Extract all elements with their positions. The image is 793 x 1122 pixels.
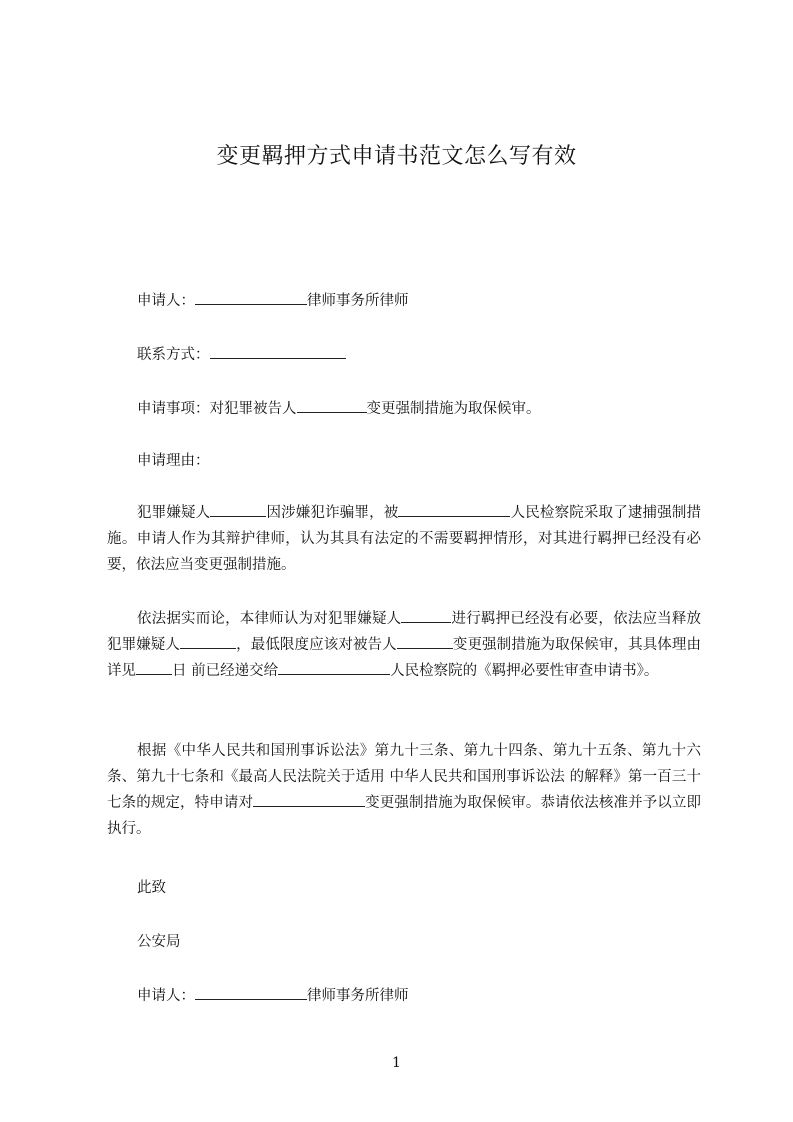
- para2-blank-5: [278, 660, 390, 675]
- para2-text-3: ，最低限度应该对被告人: [236, 637, 397, 653]
- signature-suffix: 律师事务所律师: [307, 988, 409, 1004]
- signature-line: [137, 985, 409, 1006]
- reason-paragraph-1: [107, 500, 701, 578]
- para2-text-2: 进行羁押已经没有必要，依法应当释放犯罪嫌疑人: [107, 611, 701, 653]
- para1-blank-2: [398, 502, 510, 517]
- applicant-suffix: 律师事务所律师: [307, 293, 409, 309]
- para2-blank-2: [180, 634, 236, 649]
- request-suffix: 变更强制措施为取保候审。: [366, 401, 541, 417]
- para1-text-2: 因涉嫌犯诈骗罪，被: [266, 505, 399, 521]
- reason-paragraph-3: [107, 738, 701, 842]
- request-blank: [297, 398, 367, 413]
- para1-text-3: 人民检察院采取了逮捕强制措施。申请人作为其辩护律师，认为其具有法定的不需要羁押情形，对其进行羁押已经没有必要，依法应当变更强制措施。: [107, 505, 702, 573]
- reason-heading: 申请理由：: [137, 453, 210, 469]
- para3-text-1: 根据《中华人民共和国刑事诉讼法》第九十三条、第九十四条、第九十五条、第九十六条、第九十七条和《最高人民法院关于适用 中华人民共和国刑事诉讼法 的解释》第一百三十七条的规定，特申请对: [107, 743, 701, 811]
- request-prefix: 对犯罪被告人: [209, 401, 297, 417]
- para1-blank-1: [210, 502, 266, 517]
- request-label: 申请事项：: [137, 401, 210, 417]
- para2-text-5: 日 前已经递交给: [172, 663, 279, 679]
- para2-text-1: 依法据实而论，本律师认为对犯罪嫌疑人: [137, 611, 402, 627]
- applicant-line: [137, 290, 409, 311]
- para2-text-6: 人民检察院的《羁押必要性审查申请书》。: [390, 663, 659, 679]
- para2-blank-1: [401, 608, 451, 623]
- para2-text-4: 变更强制措施为取保候审，其具体理由详见: [107, 637, 701, 679]
- recipient-text: 公安局: [137, 934, 181, 950]
- para2-blank-3: [397, 634, 453, 649]
- para1-text-1: 犯罪嫌疑人: [137, 505, 211, 521]
- signature-label: 申请人：: [137, 988, 195, 1004]
- signature-blank: [195, 985, 307, 1000]
- page-number: 1: [392, 1055, 401, 1071]
- para2-blank-4: [136, 660, 172, 675]
- request-line: [137, 398, 541, 419]
- contact-blank: [210, 344, 346, 359]
- document-title: 变更羁押方式申请书范文怎么写有效: [216, 144, 577, 169]
- applicant-blank: [195, 290, 307, 305]
- reason-paragraph-2: [107, 606, 701, 684]
- closing-text: 此致: [137, 880, 166, 896]
- contact-label: 联系方式：: [137, 347, 210, 363]
- applicant-label: 申请人：: [137, 293, 195, 309]
- para3-blank-1: [253, 792, 365, 807]
- para3-text-2: 变更强制措施为取保候审。恭请依法核准并予以立即执行。: [107, 795, 701, 837]
- contact-line: [137, 344, 346, 365]
